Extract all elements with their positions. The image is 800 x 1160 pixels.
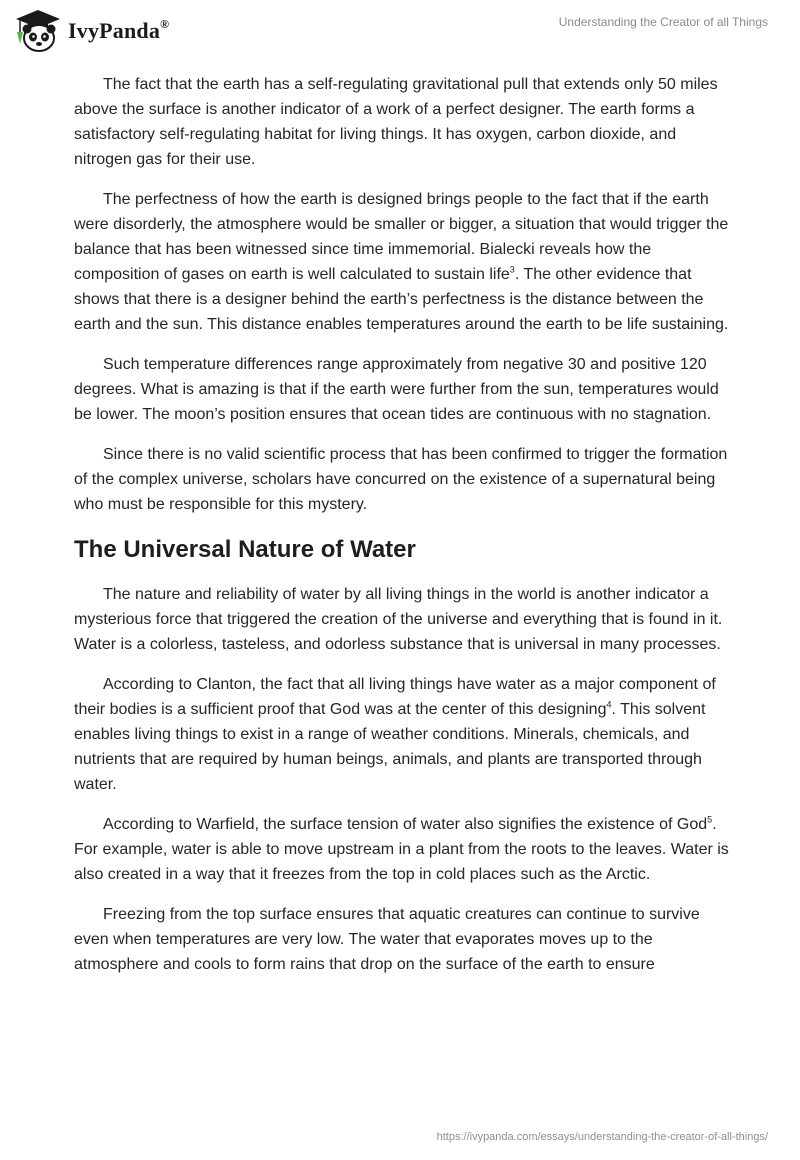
footnote-ref[interactable]: 4 [606,699,612,710]
section-heading: The Universal Nature of Water [74,536,416,563]
paragraph: The nature and reliability of water by all living things in the world is another indicator a mysterious force that triggered the creation of the universe and everything that is found in it. Water is a colorless, tasteless, and odorless substance that is universal in many processes. [74,586,723,653]
document-title: Understanding the Creator of all Things [558,15,768,29]
paragraph: The perfectness of how the earth is designed brings people to the fact that if the earth were disorderly, the atmosphere would be smaller or bigger, a situation that would trigger the balance that has been witnessed since time immemorial. Bialecki reveals how the composition of gases on earth is well calculated to sustain life$^3$. The other evidence that shows that there is a designer behind the earth’s perfectness is the distance between the earth and the sun. This distance enables temperatures around the earth to be life sustaining. [74,191,729,333]
footnote-ref[interactable]: 3 [509,264,515,275]
essay-content [74,72,730,992]
footnote-ref[interactable]: 5 [707,814,713,825]
ivypanda-logo[interactable] [14,8,169,54]
paragraph: Such temperature differences range approximately from negative 30 and positive 120 degrees. What is amazing is that if the earth were further from the sun, temperatures would be lower. The moon’s position ensures that ocean tides are continuous with no stagnation. [74,356,719,423]
paragraph: Since there is no valid scientific process that has been confirmed to trigger the formation of the complex universe, scholars have concurred on the existence of a supernatural being who must be responsible for this mystery. [74,446,728,513]
paragraph: The fact that the earth has a self-regulating gravitational pull that extends only 50 miles above the surface is another indicator of a work of a perfect designer. The earth forms a satisfactory self-regulating habitat for living things. It has oxygen, carbon dioxide, and nitrogen gas for their use. [74,76,718,168]
paragraph: Freezing from the top surface ensures that aquatic creatures can continue to survive even when temperatures are very low. The water that evaporates moves up to the atmosphere and cools to form rains that drop on the surface of the earth to ensure [74,906,700,973]
paragraph: According to Clanton, the fact that all living things have water as a major component of their bodies is a sufficient proof that God was at the center of this designing$^4$. This solvent enables living things to exist in a range of weather conditions. Minerals, chemicals, and nutrients that are required by human beings, animals, and plants are transported through water. [74,676,716,793]
panda-graduate-icon [14,8,62,54]
paragraph: According to Warfield, the surface tension of water also signifies the existence of God$^5$. For example, water is able to move upstream in a plant from the roots to the leaves. Water is also created in a way that it freezes from the top in cold places such as the Arctic. [74,814,729,883]
brand-name: IvyPanda® [68,16,170,43]
footer-url-link[interactable]: https://ivypanda.com/essays/understanding-the-creator-of-all-things/ [436,1131,768,1143]
page-header [0,0,800,62]
